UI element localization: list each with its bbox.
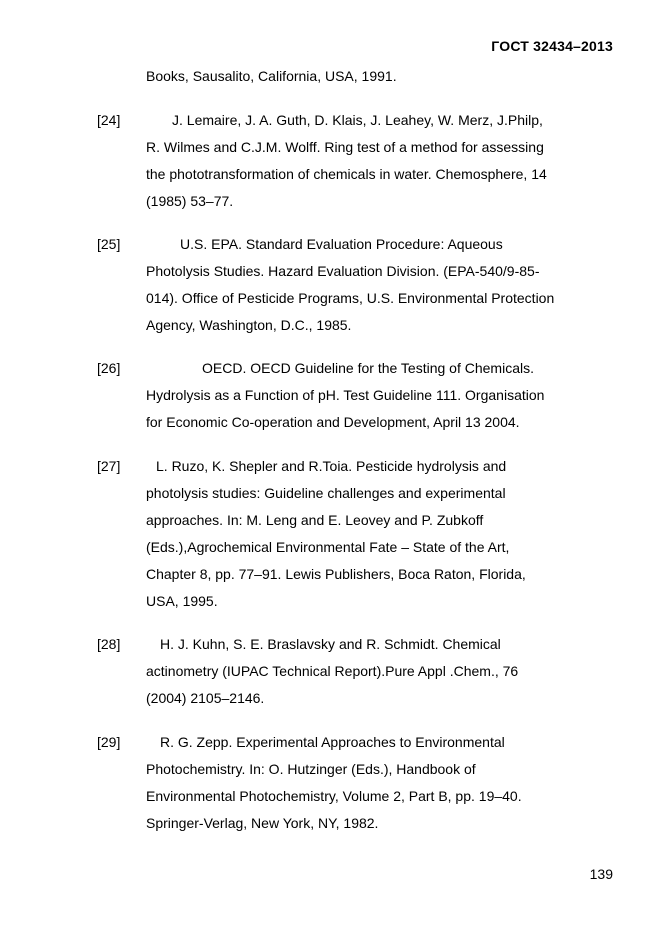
reference-text (146, 107, 608, 215)
reference-line: U.S. EPA. Standard Evaluation Procedure: Aqueous (180, 236, 503, 252)
reference-line: Chapter 8, pp. 77–91. Lewis Publishers, Boca Raton, Florida, (146, 566, 526, 582)
reference-line: Springer-Verlag, New York, NY, 1982. (146, 815, 379, 831)
reference-line: Photochemistry. In: O. Hutzinger (Eds.), Handbook of (146, 761, 476, 777)
reference-line: for Economic Co-operation and Development, April 13 2004. (146, 414, 520, 430)
reference-number: [28] (97, 636, 121, 652)
reference-line: approaches. In: M. Leng and E. Leovey and P. Zubkoff (146, 512, 484, 528)
reference-number: [29] (97, 734, 121, 750)
reference-line: the phototransformation of chemicals in water. Chemosphere, 14 (146, 166, 547, 182)
reference-line: USA, 1995. (146, 593, 218, 609)
reference-line: R. G. Zepp. Experimental Approaches to Environmental (160, 734, 505, 750)
reference-line: Photolysis Studies. Hazard Evaluation Division. (EPA-540/9-85- (146, 263, 540, 279)
reference-line: OECD. OECD Guideline for the Testing of Chemicals. (202, 360, 534, 376)
reference-line: R. Wilmes and C.J.M. Wolff. Ring test of a method for assessing (146, 139, 544, 155)
reference-line: 014). Office of Pesticide Programs, U.S. Environmental Protection (146, 290, 555, 306)
reference-line: H. J. Kuhn, S. E. Braslavsky and R. Schmidt. Chemical (160, 636, 501, 652)
reference-number: [27] (97, 458, 121, 474)
reference-line: J. Lemaire, J. A. Guth, D. Klais, J. Leahey, W. Merz, J.Philp, (172, 112, 543, 128)
reference-line: (1985) 53–77. (146, 193, 234, 209)
reference-text (146, 453, 608, 615)
reference-line: Books, Sausalito, California, USA, 1991. (146, 68, 397, 84)
reference-text (146, 729, 608, 837)
reference-line: Agency, Washington, D.C., 1985. (146, 317, 352, 333)
reference-number: [24] (97, 112, 121, 128)
page-number: 139 (589, 866, 613, 882)
standard-designation: ГОСТ 32434–2013 (491, 38, 613, 54)
reference-line: actinometry (IUPAC Technical Report).Pure Appl .Chem., 76 (146, 663, 519, 679)
reference-text (146, 231, 608, 339)
reference-number: [26] (97, 360, 121, 376)
reference-line: Hydrolysis as a Function of pH. Test Guideline 111. Organisation (146, 387, 545, 403)
reference-line: Environmental Photochemistry, Volume 2, Part B, pp. 19–40. (146, 788, 522, 804)
reference-number: [25] (97, 236, 121, 252)
reference-text (146, 355, 608, 436)
reference-text (146, 631, 608, 712)
reference-line: L. Ruzo, K. Shepler and R.Toia. Pesticide hydrolysis and (156, 458, 507, 474)
reference-line: (Eds.),Agrochemical Environmental Fate – State of the Art, (146, 539, 510, 555)
reference-line: (2004) 2105–2146. (146, 690, 265, 706)
reference-line: photolysis studies: Guideline challenges and experimental (146, 485, 506, 501)
